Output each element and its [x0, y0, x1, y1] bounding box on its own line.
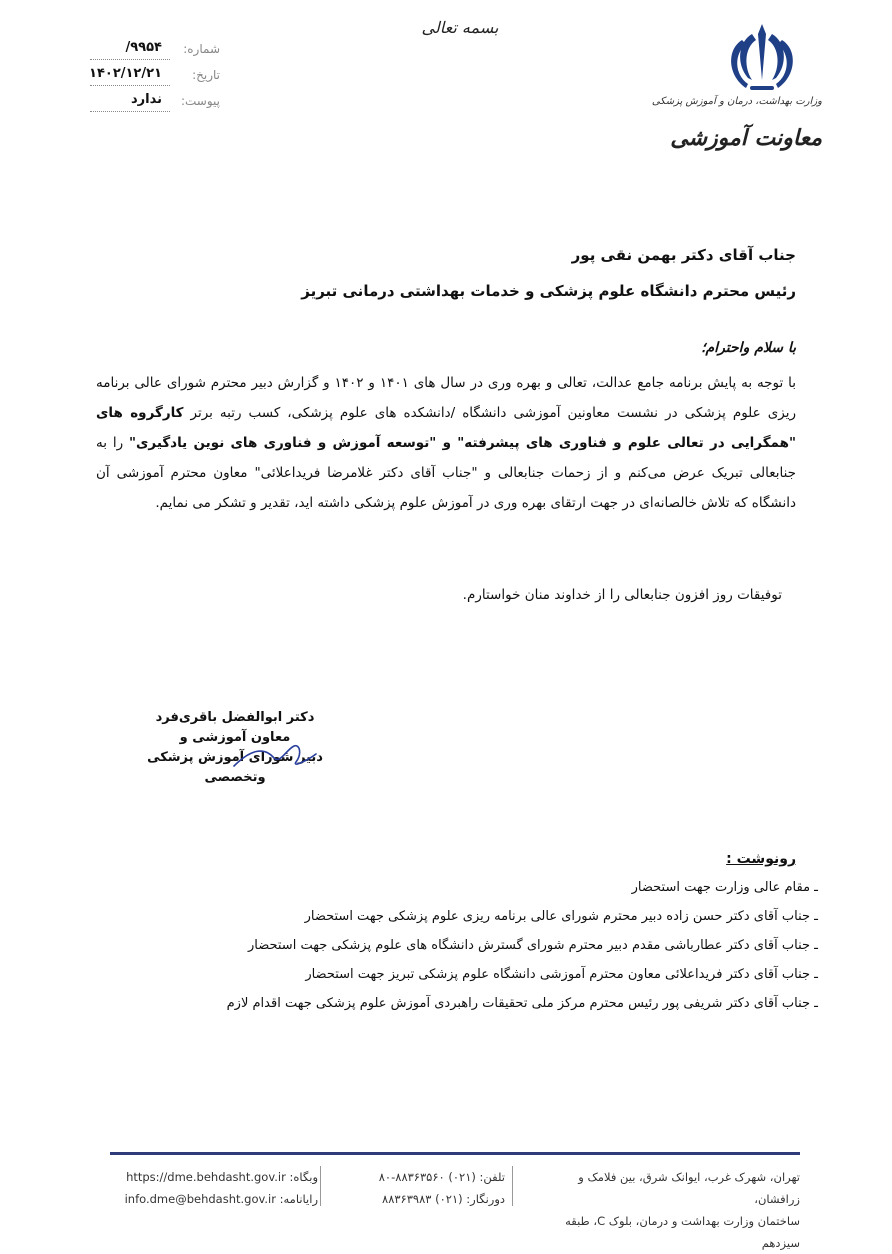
paragraph-part-1: با توجه به پایش برنامه جامع عدالت، تعالی و بهره وری در سال های ۱۴۰۱ و ۱۴۰۲ و گزارش دبیر محترم شورای عالی برنامه ریزی علوم پزشکی در نشست معاونین آموزشی دانشگاه /دانشکده های علوم پزشکی، کسب رتبه برتر: [96, 375, 796, 421]
cc-item: ـ جناب آقای دکتر عطارباشی مقدم دبیر محترم شورای گسترش دانشگاه های علوم پزشکی جهت استحضار: [227, 936, 818, 965]
footer-rule: [110, 1152, 800, 1155]
addressee-title: رئیس محترم دانشگاه علوم پزشکی و خدمات بهداشتی درمانی تبریز: [301, 282, 796, 300]
attachment-label: پیوست:: [180, 94, 220, 108]
letter-number-row: [60, 40, 220, 62]
footer-address: [530, 1166, 800, 1254]
signatory-title-2: دبیر شورای آموزش پزشکی وتخصصی: [147, 750, 323, 785]
attachment-value: ندارد: [130, 92, 162, 107]
paragraph-part-2: را به جنابعالی تبریک عرض می‌کنم و از زحمات جنابعالی و "جناب آقای دکتر غلامرضا فریداعلائی" معاون محترم آموزشی آن دانشگاه که تلاش خالصانه‌ای در جهت ارتقای بهره وری در آموزش علوم پزشکی داشته اید، تقدیر و تشکر می نمایم.: [96, 435, 796, 511]
letter-body-paragraph: [96, 368, 796, 518]
footer-phones: [345, 1166, 505, 1210]
iran-emblem-logo: [712, 20, 812, 100]
cc-list: [227, 878, 818, 1023]
email-label: رایانامه:: [279, 1192, 318, 1206]
web-label: وبگاه:: [289, 1170, 318, 1184]
signatory-name: دکتر ابوالفضل باقری‌فرد: [155, 710, 315, 725]
footer-web: [108, 1166, 318, 1210]
date-value: ۱۴۰۲/۱۲/۲۱: [89, 66, 162, 81]
attachment-dotted-line: [90, 111, 170, 112]
fax-label: دورنگار:: [466, 1192, 505, 1206]
date-dotted-line: [90, 85, 170, 86]
greeting: با سلام واحترام؛: [701, 340, 796, 356]
cc-item: ـ مقام عالی وزارت جهت استحضار: [227, 878, 818, 907]
letter-date-row: [60, 66, 220, 88]
phone-label: تلفن:: [479, 1170, 505, 1184]
paragraph-bold-part: کارگروه های "همگرایی در تعالی علوم و فناوری های پیشرفته" و "توسعه آموزش و فناوری های نوین یادگیری": [96, 405, 796, 451]
handwritten-signature: [230, 740, 320, 772]
cc-item: ـ جناب آقای دکتر فریداعلائی معاون محترم آموزشی دانشگاه علوم پزشکی تبریز جهت استحضار: [227, 965, 818, 994]
fax-value: (۰۲۱) ۸۸۳۶۳۹۸۳: [382, 1192, 463, 1206]
address-line-1: تهران، شهرک غرب، ایوانک شرق، بین فلامک و زرافشان،: [578, 1170, 800, 1206]
web-link[interactable]: https://dme.behdasht.gov.ir: [126, 1170, 286, 1184]
number-label: شماره:: [183, 42, 220, 56]
phone-value: (۰۲۱) ۸۸۳۶۳۵۶۰-۸۰: [378, 1170, 476, 1184]
number-value: ۹۹۵۴/: [125, 40, 162, 55]
signatory-title-1: معاون آموزشی و: [179, 730, 291, 745]
besmellah-heading: بسمه تعالی: [421, 18, 499, 37]
deputy-name: معاونت آموزشی: [670, 126, 822, 151]
footer-divider: [512, 1166, 513, 1206]
cc-item: ـ جناب آقای دکتر شریفی پور رئیس محترم مرکز ملی تحقیقات راهبردی آموزش علوم پزشکی جهت اقدام لازم: [227, 994, 818, 1023]
date-label: تاریخ:: [192, 68, 220, 82]
closing-line: توفیقات روز افزون جنابعالی را از خداوند منان خواستارم.: [462, 587, 782, 603]
email-link[interactable]: info.dme@behdasht.gov.ir: [124, 1192, 276, 1206]
number-dotted-line: [90, 59, 170, 60]
addressee-name: جناب آقای دکتر بهمن نقی پور: [571, 246, 796, 264]
ministry-name: وزارت بهداشت، درمان و آموزش پزشکی: [651, 96, 822, 107]
cc-title: رونوشت :: [726, 851, 796, 867]
letter-attachment-row: [60, 92, 220, 114]
cc-item: ـ جناب آقای دکتر حسن زاده دبیر محترم شورای عالی برنامه ریزی علوم پزشکی جهت استحضار: [227, 907, 818, 936]
footer-divider: [320, 1166, 321, 1206]
address-line-2: ساختمان وزارت بهداشت و درمان، بلوک C، طبقه سیزدهم: [565, 1214, 800, 1250]
